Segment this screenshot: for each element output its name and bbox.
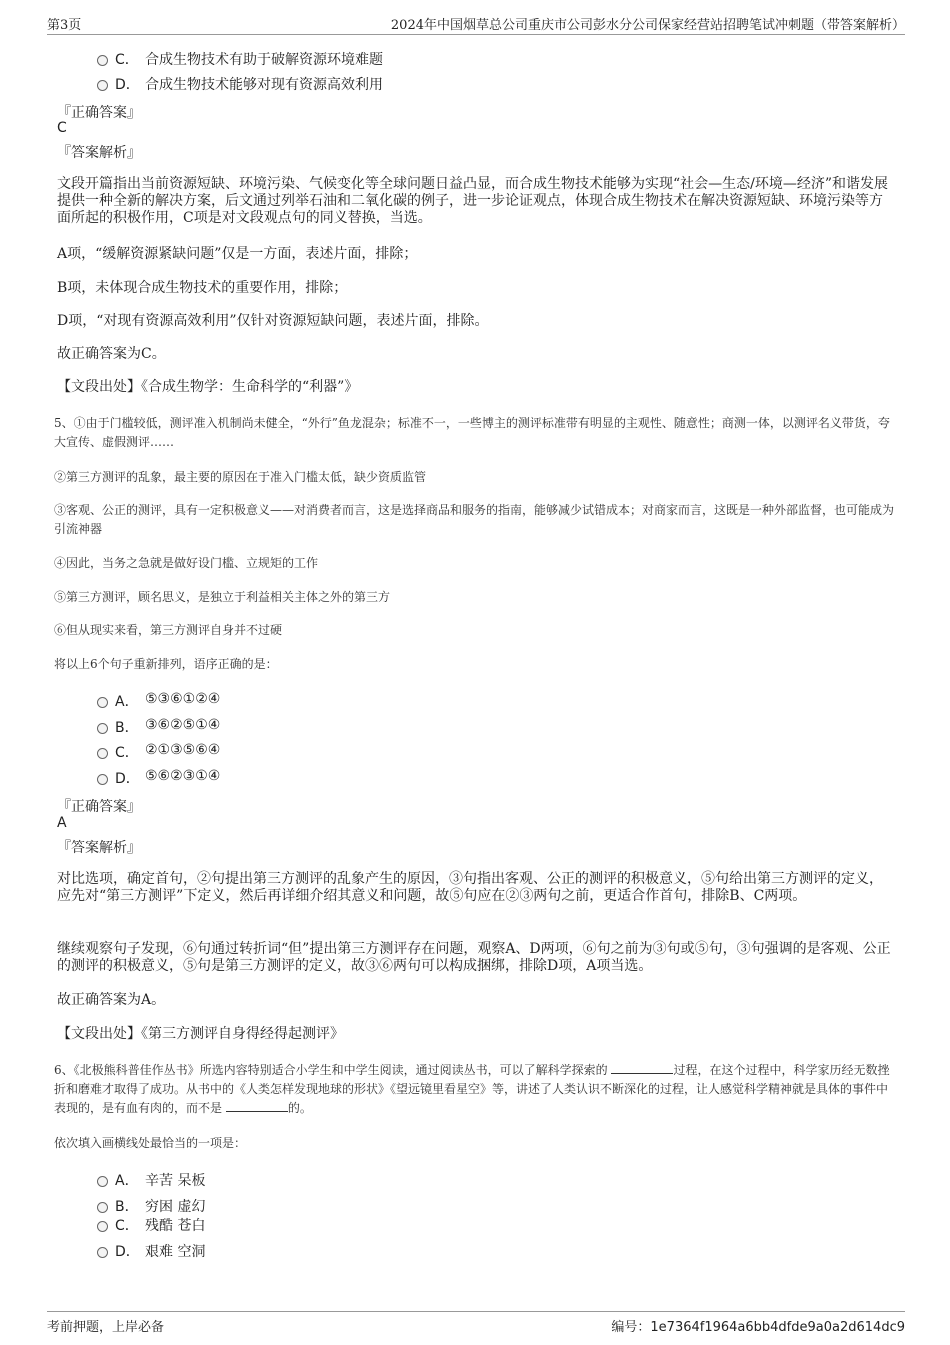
radio-icon[interactable] bbox=[97, 1176, 108, 1187]
answer-value: C bbox=[57, 120, 67, 136]
radio-icon[interactable] bbox=[97, 748, 108, 759]
analysis-paragraph: 故正确答案为C。 bbox=[57, 346, 166, 362]
radio-icon[interactable] bbox=[97, 723, 108, 734]
radio-icon[interactable] bbox=[97, 55, 108, 66]
question-sentence: ②第三方测评的乱象，最主要的原因在于准入门槛太低，缺少资质监管 bbox=[54, 470, 427, 484]
analysis-paragraph: 继续观察句子发现，⑥句通过转折词“但”提出第三方测评存在问题，观察A、D两项，⑥句之前为③句或⑤句，③句强调的是客观、公正的测评的积极意义，⑤句是第三方测评的定义，故③⑥两句可以构成捆绑，排除D项，A项当选。 bbox=[57, 941, 891, 974]
source-citation: 【文段出处】《第三方测评自身得经得起测评》 bbox=[57, 1026, 344, 1042]
radio-icon[interactable] bbox=[97, 1202, 108, 1213]
document-title: 2024年中国烟草总公司重庆市公司彭水分公司保家经营站招聘笔试冲刺题（带答案解析） bbox=[390, 18, 905, 33]
question-sentence: ⑥但从现实来看，第三方测评自身并不过硬 bbox=[54, 623, 283, 637]
radio-icon[interactable] bbox=[97, 1247, 108, 1258]
question-prompt: 将以上6个句子重新排列，语序正确的是： bbox=[54, 657, 278, 671]
radio-icon[interactable] bbox=[97, 1221, 108, 1232]
analysis-paragraph: D项，“对现有资源高效利用”仅针对资源短缺问题，表述片面，排除。 bbox=[57, 313, 489, 329]
analysis-paragraph: A项，“缓解资源紧缺问题”仅是一方面，表述片面，排除； bbox=[57, 246, 418, 262]
answer-label: 『正确答案』 bbox=[57, 105, 141, 121]
page-header bbox=[47, 14, 905, 35]
fill-blank bbox=[611, 1061, 673, 1074]
question-prompt: 依次填入画横线处最恰当的一项是： bbox=[54, 1136, 247, 1150]
question-sentence: ⑤第三方测评，顾名思义，是独立于利益相关主体之外的第三方 bbox=[54, 590, 391, 604]
source-citation: 【文段出处】《合成生物学：生命科学的“利器”》 bbox=[57, 379, 359, 395]
analysis-paragraph: 文段开篇指出当前资源短缺、环境污染、气候变化等全球问题日益凸显，而合成生物技术能够为实现“社会—生态/环境—经济”和谐发展提供一种全新的解决方案，后文通过列举石油和二氧化碳的例子，进一步论证观点，体现合成生物技术在解决资源短缺、环境污染等方面所起的积极作用，C项是对文段观点句的同义替换，当选。 bbox=[57, 176, 889, 226]
radio-icon[interactable] bbox=[97, 80, 108, 91]
document-id: 编号：1e7364f1964a6bb4dfde9a0a2d614dc9 bbox=[611, 1320, 905, 1335]
analysis-label: 『答案解析』 bbox=[57, 840, 141, 856]
analysis-paragraph: B项，未体现合成生物技术的重要作用，排除； bbox=[57, 280, 348, 296]
question-sentence: ④因此，当务之急就是做好设门槛、立规矩的工作 bbox=[54, 556, 319, 570]
radio-icon[interactable] bbox=[97, 774, 108, 785]
answer-label: 『正确答案』 bbox=[57, 799, 141, 815]
analysis-paragraph: 对比选项，确定首句，②句提出第三方测评的乱象产生的原因，③句指出客观、公正的测评的积极意义，⑤句给出第三方测评的定义，应先对“第三方测评”下定义，然后再详细介绍其意义和问题，故⑤句应在②③两句之前，更适合作首句，排除B、C两项。 bbox=[57, 871, 883, 904]
page-number: 第3页 bbox=[47, 18, 82, 33]
radio-icon[interactable] bbox=[97, 697, 108, 708]
footer-slogan: 考前押题，上岸必备 bbox=[47, 1320, 165, 1335]
analysis-paragraph: 故正确答案为A。 bbox=[57, 992, 166, 1008]
question-stem: 5、①由于门槛较低，测评准入机制尚未健全，“外行”鱼龙混杂；标准不一，一些博主的测评标准带有明显的主观性、随意性；商测一体，以测评名义带货，夸大宣传、虚假测评…… bbox=[54, 416, 890, 449]
fill-blank bbox=[226, 1099, 288, 1112]
question-sentence: ③客观、公正的测评，具有一定积极意义——对消费者而言，这是选择商品和服务的指南，能够减少试错成本；对商家而言，这既是一种外部监督，也可能成为引流神器 bbox=[54, 503, 895, 536]
analysis-label: 『答案解析』 bbox=[57, 145, 141, 161]
question-stem: 6、《北极熊科普佳作丛书》所选内容特别适合小学生和中学生阅读，通过阅读丛书，可以了解科学探索的 过程，在这个过程中，科学家历经无数挫折和磨难才取得了成功。从书中的《人类怎样发现地球的形状》《望远镜里看星空》等，讲述了人类认识不断深化的过程，让人感觉科学精神就是具体的事件中表现的，是有血有肉的，而不是 的。 bbox=[54, 1063, 890, 1115]
page-footer bbox=[47, 1311, 905, 1335]
answer-value: A bbox=[57, 815, 67, 831]
